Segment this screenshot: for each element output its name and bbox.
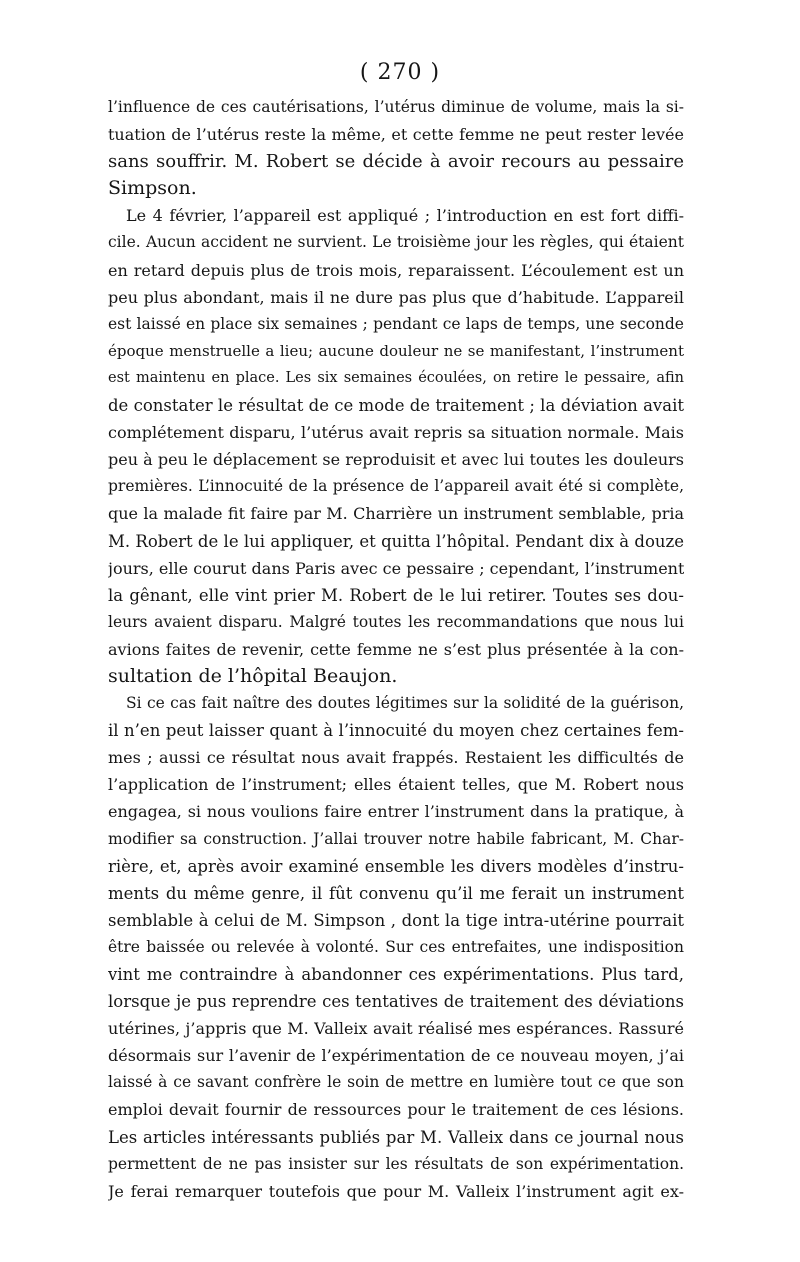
text-line: tuation de l’utérus reste la même, et cette femme ne peut rester levée bbox=[108, 125, 684, 145]
text-line: cile. Aucun accident ne survient. Le troisième jour les règles, qui étaient bbox=[108, 233, 684, 252]
text-line: lorsque je pus reprendre ces tentatives de traitement des déviations bbox=[108, 992, 684, 1012]
text-line: Le 4 février, l’appareil est appliqué ; l’introduction en est fort diffi- bbox=[126, 206, 684, 226]
text-line: sultation de l’hôpital Beaujon. bbox=[108, 664, 398, 687]
text-line: leurs avaient disparu. Malgré toutes les recommandations que nous lui bbox=[108, 612, 684, 631]
text-line: mes ; aussi ce résultat nous avait frappés. Restaient les difficultés de bbox=[108, 748, 684, 768]
text-line: laissé à ce savant confrère le soin de mettre en lumière tout ce que son bbox=[108, 1073, 684, 1092]
text-line: Les articles intéressants publiés par M. Valleix dans ce journal nous bbox=[108, 1127, 684, 1147]
body-text bbox=[108, 94, 684, 1205]
text-line: rière, et, après avoir examiné ensemble les divers modèles d’instru- bbox=[108, 856, 684, 876]
text-line: modifier sa construction. J’allai trouver notre habile fabricant, M. Char- bbox=[108, 829, 684, 848]
text-line: la gênant, elle vint prier M. Robert de le lui retirer. Toutes ses dou- bbox=[108, 585, 684, 605]
text-line: vint me contraindre à abandonner ces expérimentations. Plus tard, bbox=[108, 965, 684, 984]
text-line: M. Robert de le lui appliquer, et quitta l’hôpital. Pendant dix à douze bbox=[108, 531, 684, 551]
text-line: Simpson. bbox=[108, 177, 197, 200]
text-line: semblable à celui de M. Simpson , dont la tige intra-utérine pourrait bbox=[108, 910, 684, 930]
text-line: premières. L’innocuité de la présence de l’appareil avait été si complète, bbox=[108, 477, 684, 496]
text-line: emploi devait fournir de ressources pour le traitement de ces lésions. bbox=[108, 1100, 684, 1120]
text-line: de constater le résultat de ce mode de traitement ; la déviation avait bbox=[108, 396, 684, 416]
text-line: engagea, si nous voulions faire entrer l’instrument dans la pratique, à bbox=[108, 802, 684, 822]
text-line: époque menstruelle a lieu; aucune douleur ne se manifestant, l’instrument bbox=[108, 341, 684, 360]
text-line: est maintenu en place. Les six semaines écoulées, on retire le pessaire, afin bbox=[108, 369, 684, 386]
text-line: il n’en peut laisser quant à l’innocuité du moyen chez certaines fem- bbox=[108, 721, 684, 741]
text-line: sans souffrir. M. Robert se décide à avoir recours au pessaire bbox=[108, 151, 684, 173]
text-line: avions faites de revenir, cette femme ne s’est plus présentée à la con- bbox=[108, 639, 684, 659]
text-line: permettent de ne pas insister sur les résultats de son expérimentation. bbox=[108, 1154, 684, 1173]
text-line: Je ferai remarquer toutefois que pour M. Valleix l’instrument agit ex- bbox=[108, 1181, 684, 1201]
text-line: complétement disparu, l’utérus avait repris sa situation normale. Mais bbox=[108, 423, 684, 443]
text-line: l’influence de ces cautérisations, l’utérus diminue de volume, mais la si- bbox=[108, 98, 684, 116]
text-line: jours, elle courut dans Paris avec ce pessaire ; cependant, l’instrument bbox=[108, 558, 684, 578]
text-line: est laissé en place six semaines ; pendant ce laps de temps, une seconde bbox=[108, 314, 684, 333]
text-line: l’application de l’instrument; elles étaient telles, que M. Robert nous bbox=[108, 775, 684, 795]
text-line: en retard depuis plus de trois mois, reparaissent. L’écoulement est un bbox=[108, 260, 684, 280]
text-line: ments du même genre, il fût convenu qu’il me ferait un instrument bbox=[108, 883, 684, 903]
text-line: que la malade fit faire par M. Charrière un instrument semblable, pria bbox=[108, 504, 684, 524]
text-line: être baissée ou relevée à volonté. Sur ces entrefaites, une indisposition bbox=[108, 937, 684, 956]
page-number: ( 270 ) bbox=[359, 60, 441, 85]
text-line: Si ce cas fait naître des doutes légitimes sur la solidité de la guérison, bbox=[126, 694, 684, 713]
text-line: peu plus abondant, mais il ne dure pas plus que d’habitude. L’appareil bbox=[108, 287, 684, 307]
text-line: peu à peu le déplacement se reproduisit et avec lui toutes les douleurs bbox=[108, 450, 684, 470]
text-line: utérines, j’appris que M. Valleix avait réalisé mes espérances. Rassuré bbox=[108, 1019, 684, 1039]
text-line: désormais sur l’avenir de l’expérimentation de ce nouveau moyen, j’ai bbox=[108, 1046, 684, 1066]
